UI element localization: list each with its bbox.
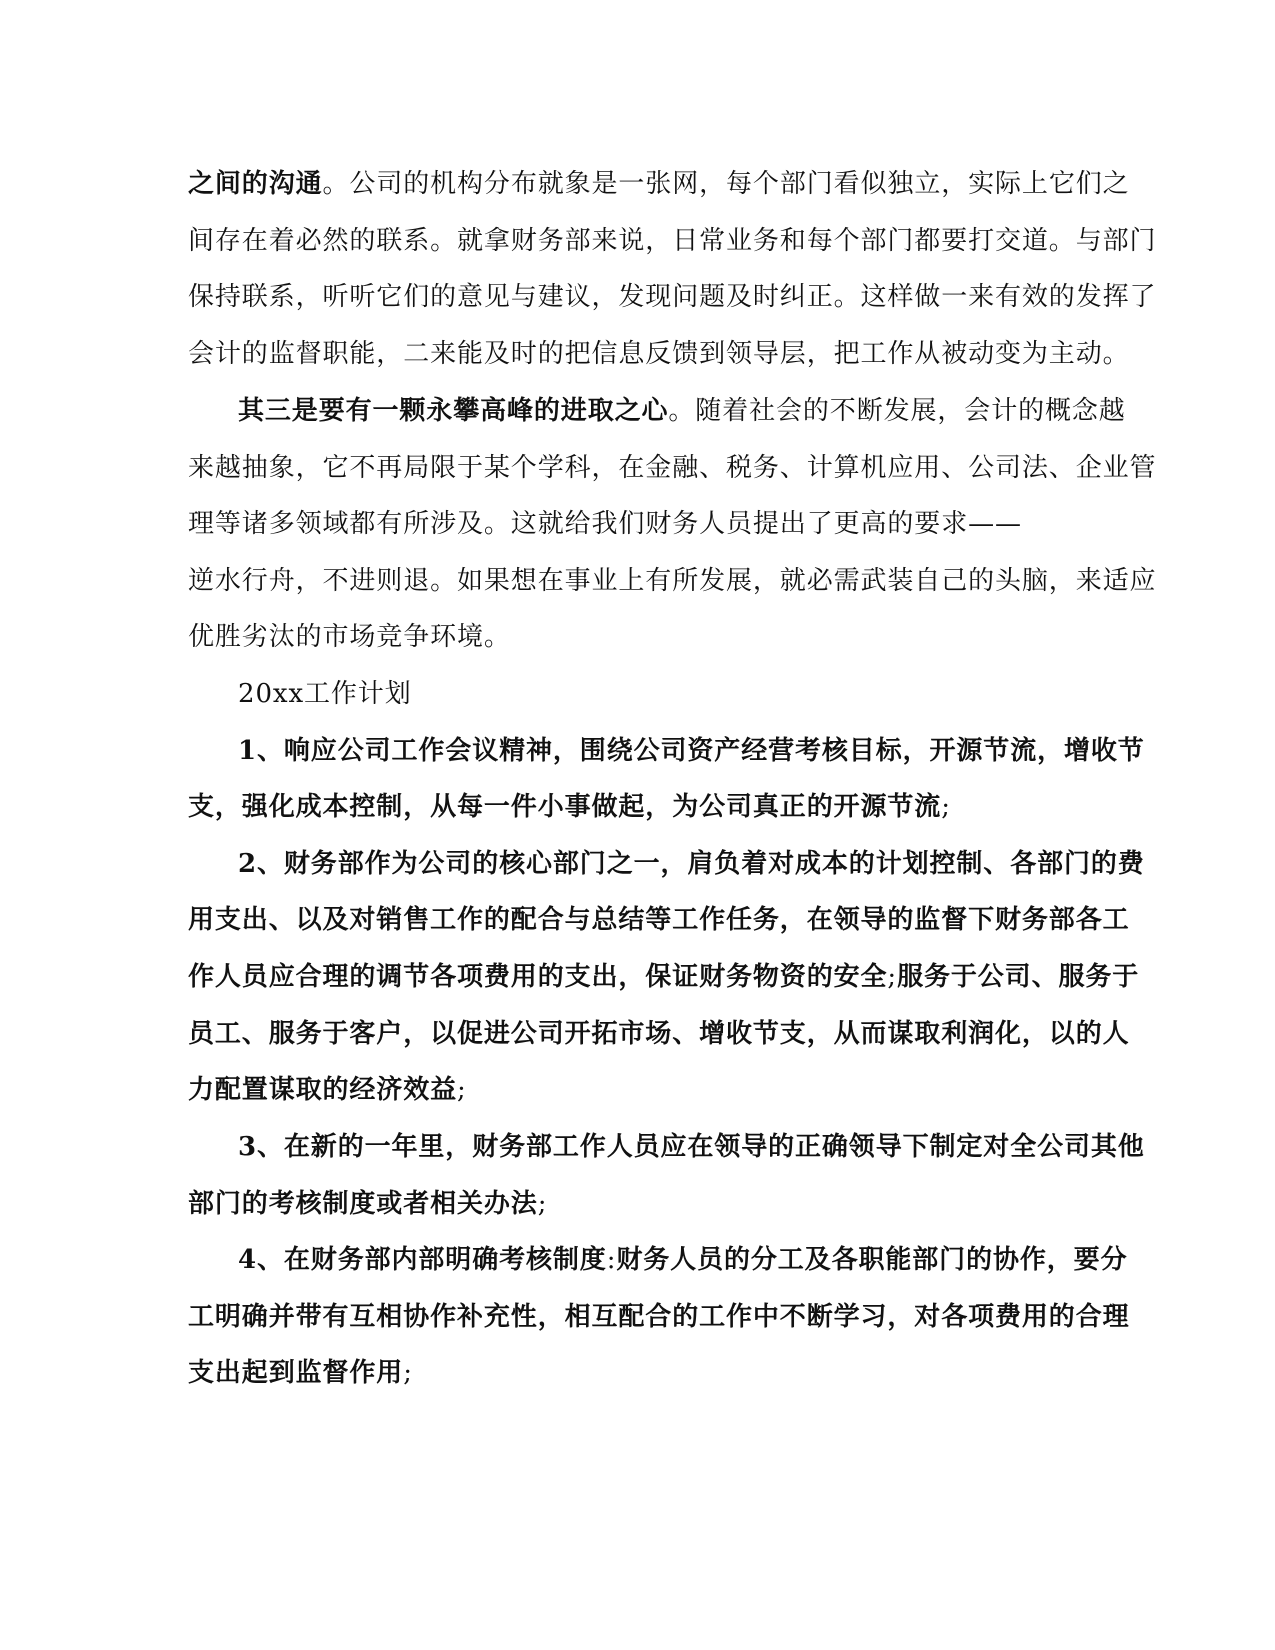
bold-phrase: 财务人员的分工及各职能部门的协作，要分	[616, 1245, 1128, 1275]
line-text: 。随着社会的不断发展，会计的概念越	[668, 396, 1126, 426]
paragraph-line	[188, 617, 511, 657]
line-text: ;	[941, 792, 951, 822]
paragraph-line	[188, 1014, 1130, 1054]
paragraph-line	[188, 277, 1156, 317]
bold-phrase: 用支出、以及对销售工作的配合与总结等工作任务，在领导的监督下财务部各工	[188, 905, 1130, 935]
bold-phrase: 部门的考核制度或者相关办法	[188, 1189, 538, 1219]
list-item-4	[238, 1240, 1127, 1280]
paragraph-line	[188, 221, 1156, 261]
paragraph-line	[188, 957, 1139, 997]
bold-phrase: 1、响应公司工作会议精神，围绕公司资产经营考核目标，开源节流，增收节	[238, 736, 1145, 766]
line-text: ;	[457, 1075, 467, 1105]
paragraph-line	[188, 504, 1022, 544]
list-item-1	[238, 731, 1145, 771]
bold-phrase: 员工、服务于客户，以促进公司开拓市场、增收节支，从而谋取利润化，以的人	[188, 1019, 1130, 1049]
bold-phrase: 4、在财务部内部明确考核制度	[238, 1245, 607, 1275]
line-text: 间存在着必然的联系。就拿财务部来说，日常业务和每个部门都要打交道。与部门	[188, 226, 1157, 256]
line-text: 保持联系，听听它们的意见与建议，发现问题及时纠正。这样做一来有效的发挥了	[188, 282, 1157, 312]
section-heading	[238, 674, 412, 714]
paragraph-line	[188, 1184, 547, 1224]
paragraph-line	[188, 1297, 1130, 1337]
line-text: 逆水行舟，不进则退。如果想在事业上有所发展，就必需武装自己的头脑，来适应	[188, 566, 1157, 596]
bold-phrase: 其三是要有一颗永攀高峰的进取之心	[238, 396, 669, 426]
list-item-2	[238, 844, 1145, 884]
bold-phrase: 支，强化成本控制，从每一件小事做起，为公司真正的开源节流	[188, 792, 942, 822]
paragraph-line	[188, 1353, 413, 1393]
line-text: 会计的监督职能，二来能及时的把信息反馈到领导层，把工作从被动变为主动。	[188, 339, 1130, 369]
paragraph-line	[188, 1070, 467, 1110]
paragraph-line	[188, 448, 1156, 488]
line-text: :	[606, 1245, 617, 1275]
line-text: 来越抽象，它不再局限于某个学科，在金融、税务、计算机应用、公司法、企业管	[188, 453, 1157, 483]
line-text: 优胜劣汰的市场竞争环境。	[188, 622, 511, 652]
bold-phrase: 力配置谋取的经济效益	[188, 1075, 458, 1105]
bold-phrase: 工明确并带有互相协作补充性，相互配合的工作中不断学习，对各项费用的合理	[188, 1302, 1130, 1332]
bold-phrase: 支出起到监督作用	[188, 1358, 404, 1388]
line-text: 20xx工作计划	[238, 679, 412, 709]
line-text: ;	[537, 1189, 548, 1219]
list-item-3	[238, 1127, 1145, 1167]
bold-phrase: 2、财务部作为公司的核心部门之一，肩负着对成本的计划控制、各部门的费	[238, 849, 1145, 879]
paragraph-line	[188, 787, 951, 827]
paragraph-line	[188, 900, 1130, 940]
bold-phrase: 作人员应合理的调节各项费用的支出，保证财务物资的安全	[188, 962, 888, 992]
paragraph-line	[238, 391, 1126, 431]
paragraph-line	[188, 164, 1130, 204]
paragraph-line	[188, 561, 1156, 601]
bold-phrase: 之间的沟通	[188, 169, 323, 199]
line-text: 。公司的机构分布就象是一张网，每个部门看似独立，实际上它们之	[322, 169, 1130, 199]
line-text: 理等诸多领域都有所涉及。这就给我们财务人员提出了更高的要求——	[188, 509, 1022, 539]
line-text: ;	[887, 962, 898, 992]
bold-phrase: 3、在新的一年里，财务部工作人员应在领导的正确领导下制定对全公司其他	[238, 1132, 1145, 1162]
paragraph-line	[188, 334, 1130, 374]
line-text: ;	[403, 1358, 413, 1388]
bold-phrase: 服务于公司、服务于	[897, 962, 1140, 992]
